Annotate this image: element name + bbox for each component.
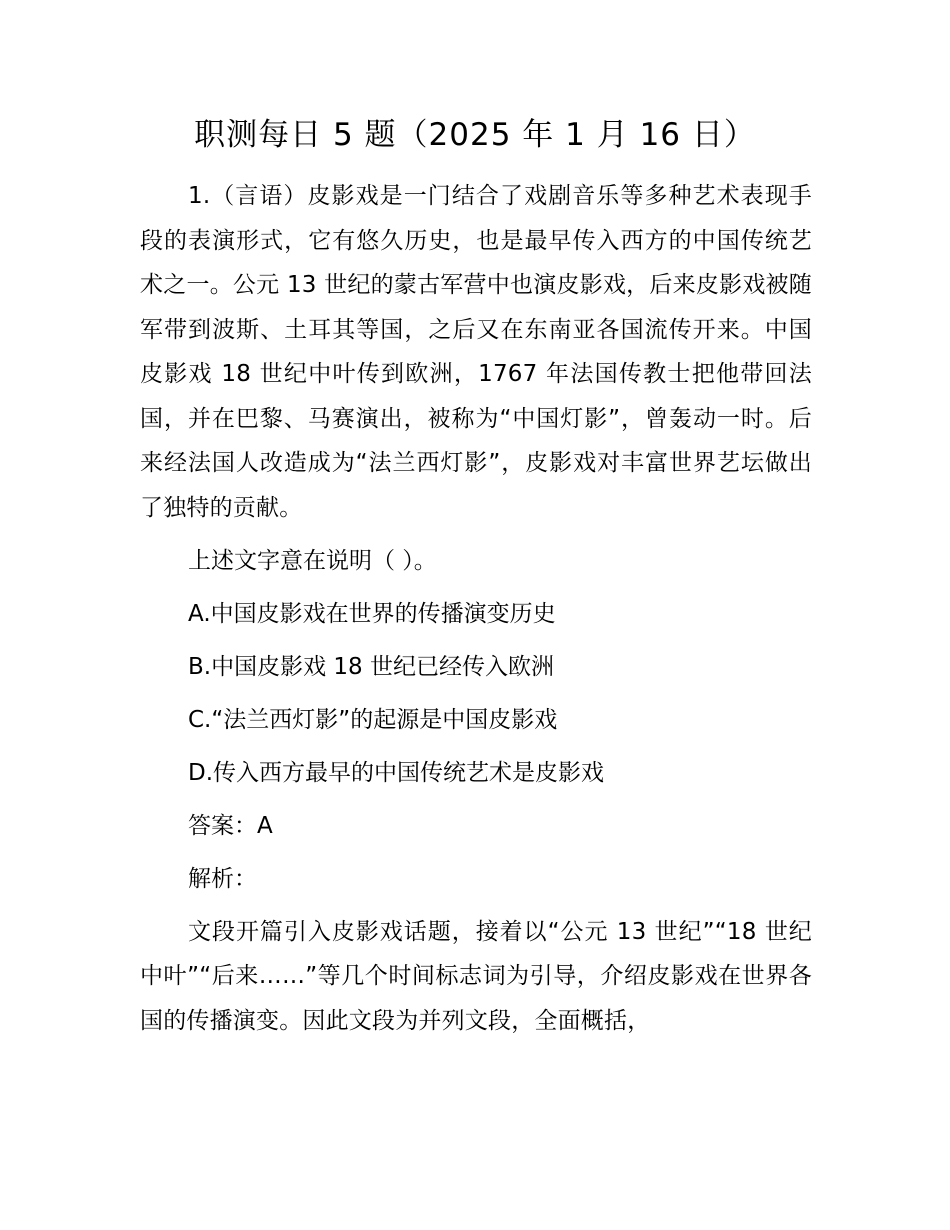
option-d: D.传入西方最早的中国传统艺术是皮影戏 xyxy=(188,759,605,786)
question-stem: 1.（言语）皮影戏是一门结合了戏剧音乐等多种艺术表现手段的表演形式，它有悠久历史，也是最早传入西方的中国传统艺术之一。公元 13 世纪的蒙古军营中也演皮影戏，后来皮影戏被随军带到波斯、土耳其等国，之后又在东南亚各国流传开来。中国皮影戏 18 世纪中叶传到欧洲，1767 年法国传教士把他带回法国，并在巴黎、马赛演出，被称为“中国灯影”，曾轰动一时。后来经法国人改造成为“法兰西灯影”，皮影戏对丰富世界艺坛做出了独特的贡献。 xyxy=(140,183,812,521)
analysis-text: 文段开篇引入皮影戏话题，接着以“公元 13 世纪”“18 世纪中叶”“后来……”等几个时间标志词为引导，介绍皮影戏在世界各国的传播演变。因此文段为并列文段，全面概括， xyxy=(140,918,812,1034)
option-c: C.“法兰西灯影”的起源是中国皮影戏 xyxy=(188,706,558,733)
document-title: 职测每日 5 题（2025 年 1 月 16 日） xyxy=(194,117,756,153)
answer-text: 答案：A xyxy=(188,812,273,839)
option-b: B.中国皮影戏 18 世纪已经传入欧洲 xyxy=(188,653,554,680)
question-prompt: 上述文字意在说明（ ）。 xyxy=(188,547,437,574)
document-body xyxy=(140,174,812,1043)
option-a: A.中国皮影戏在世界的传播演变历史 xyxy=(188,600,556,627)
analysis-label: 解析： xyxy=(188,865,257,892)
